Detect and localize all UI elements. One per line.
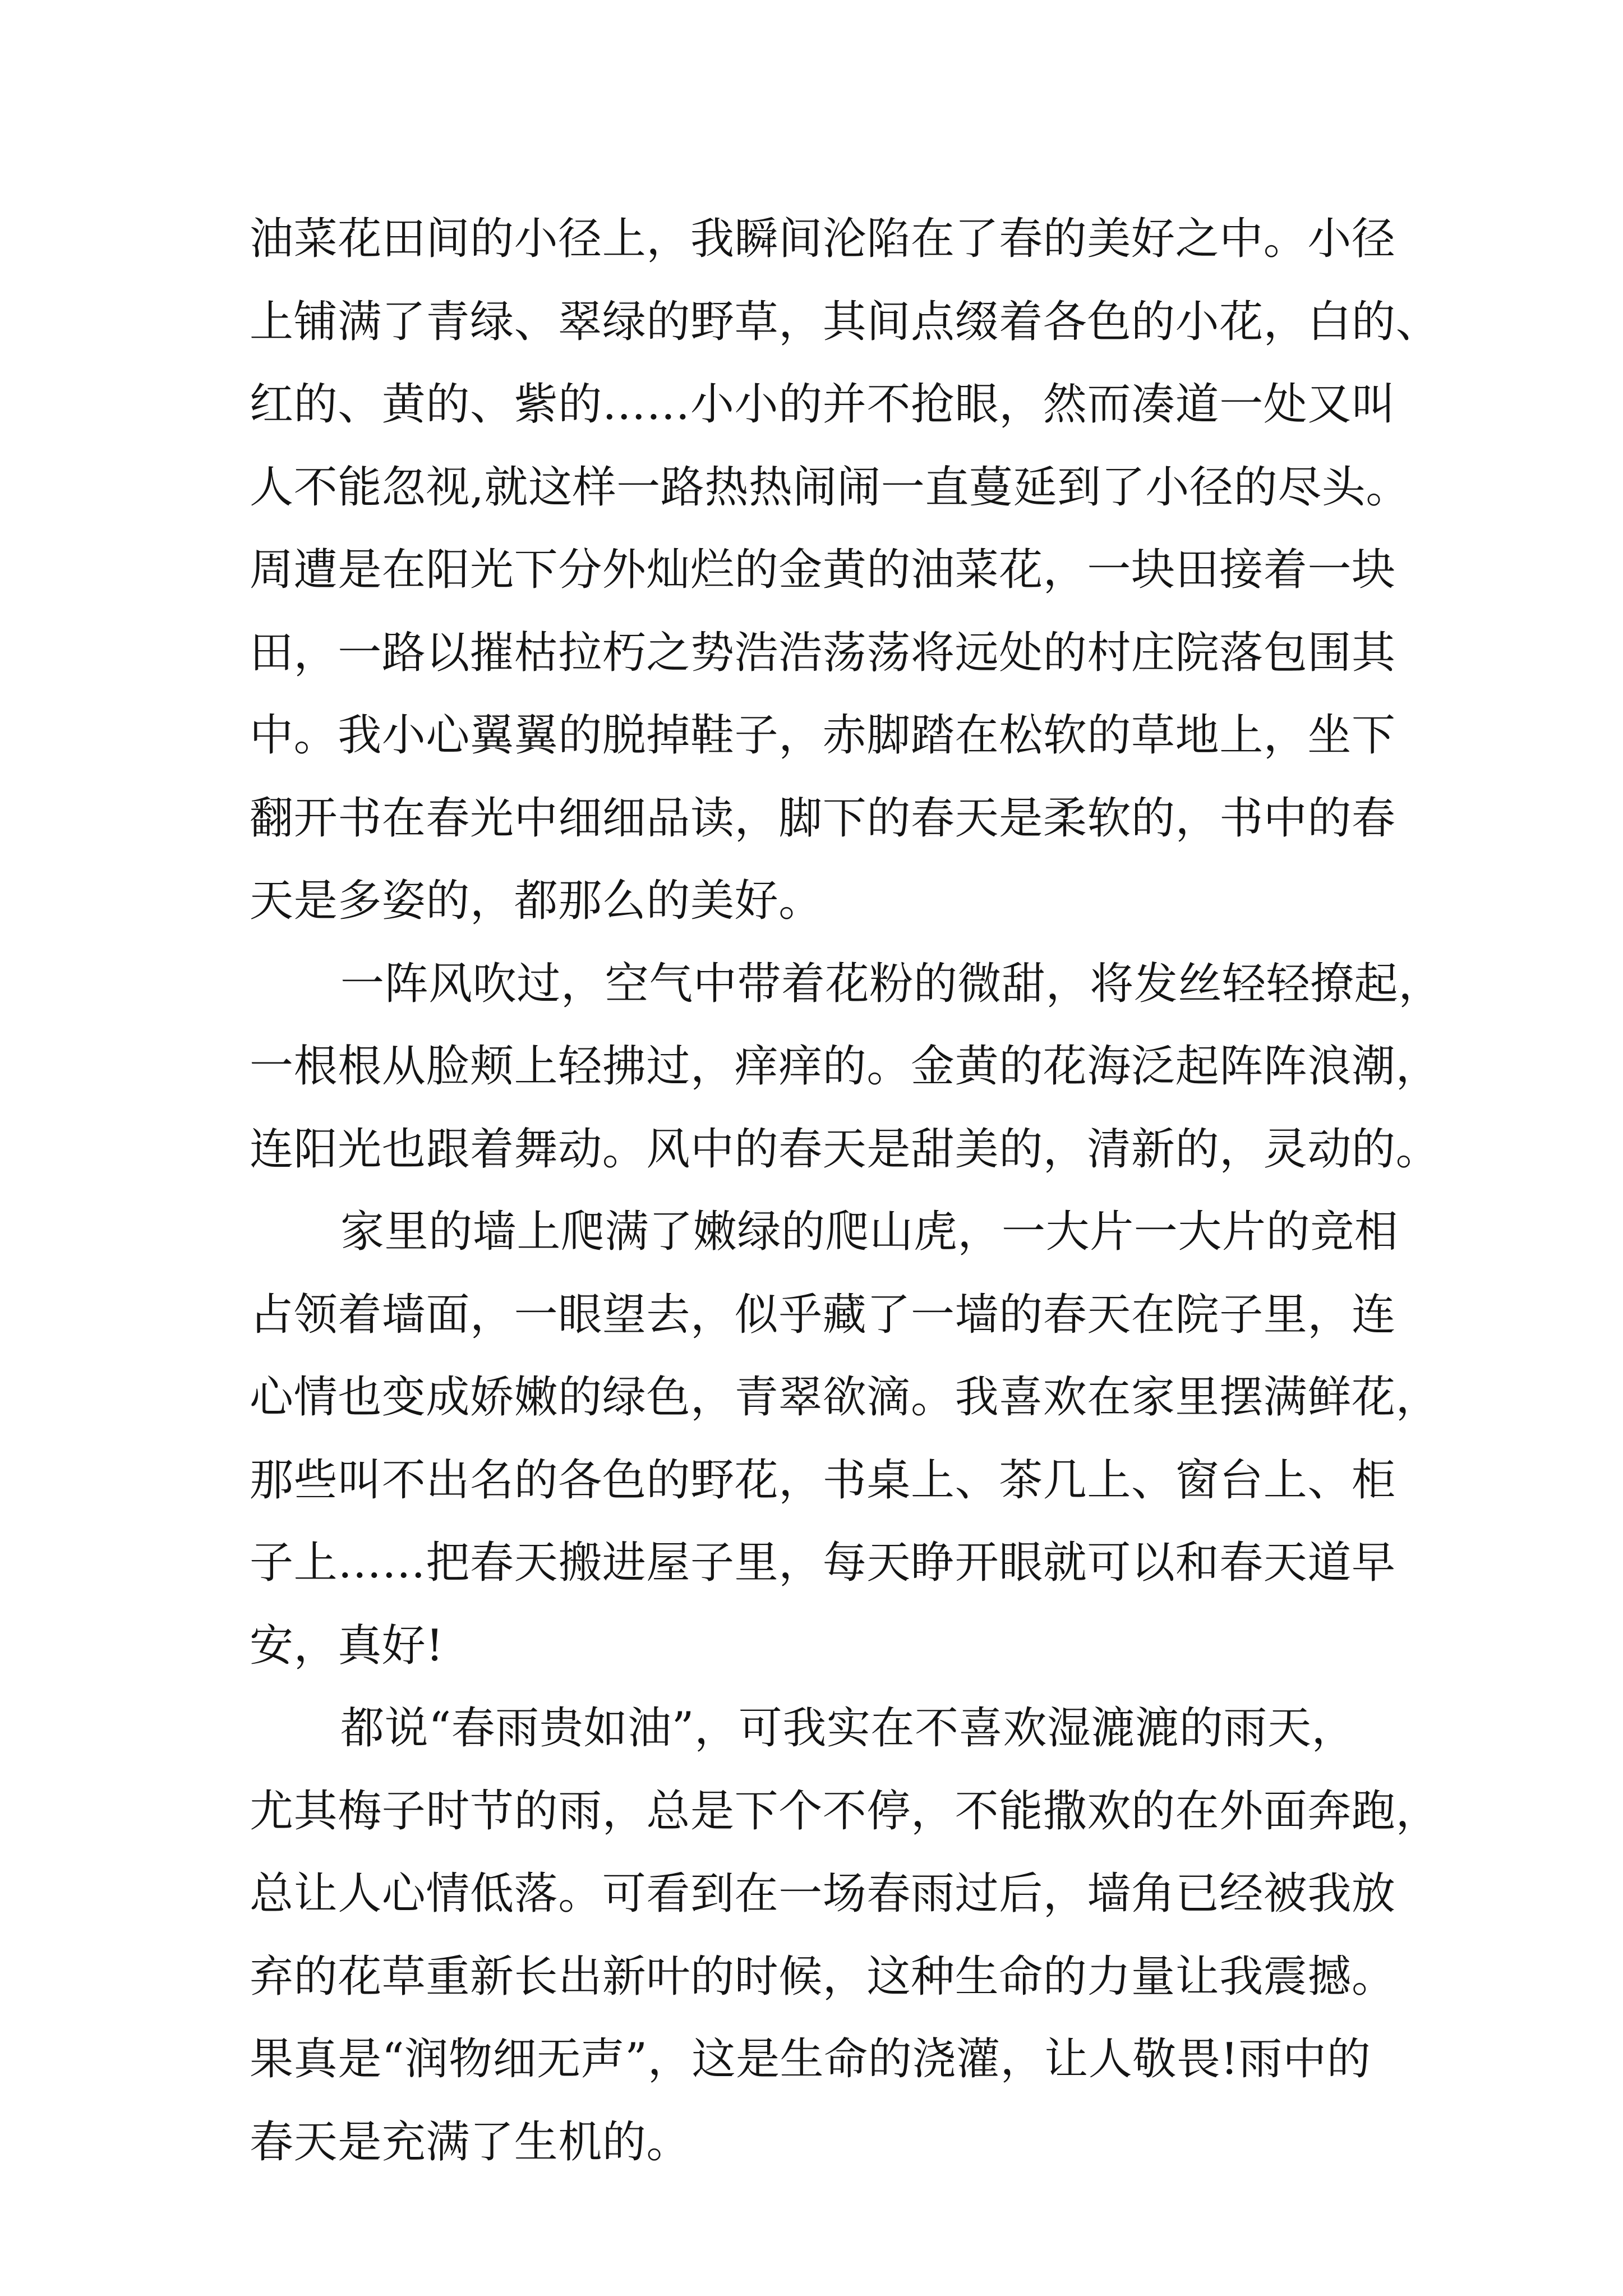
- text-line: 安，真好!: [250, 1620, 444, 1671]
- text-line: 尤其梅子时节的雨，总是下个不停，不能撒欢的在外面奔跑，: [250, 1786, 1440, 1837]
- text-line: 总让人心情低落。可看到在一场春雨过后，墙角已经被我放: [250, 1869, 1396, 1919]
- text-line: 子上……把春天搬进屋子里，每天睁开眼就可以和春天道早: [250, 1538, 1396, 1588]
- text-line: 油菜花田间的小径上，我瞬间沦陷在了春的美好之中。小径: [250, 214, 1396, 264]
- paragraph-4: [250, 1687, 1440, 2184]
- text-line: 一根根从脸颊上轻拂过，痒痒的。金黄的花海泛起阵阵浪潮，: [250, 1041, 1440, 1092]
- text-line: 中。我小心翼翼的脱掉鞋子，赤脚踏在松软的草地上，坐下: [250, 710, 1396, 761]
- text-line: 春天是充满了生机的。: [250, 2116, 691, 2168]
- text-line: 人不能忽视,就这样一路热热闹闹一直蔓延到了小径的尽头。: [250, 462, 1410, 513]
- text-line: 田，一路以摧枯拉朽之势浩浩荡荡将远处的村庄院落包围其: [250, 627, 1396, 678]
- text-line: 都说“春雨贵如油”，可我实在不喜欢湿漉漉的雨天，: [340, 1703, 1356, 1754]
- paragraph-1: [250, 198, 1440, 943]
- text-line: 周遭是在阳光下分外灿烂的金黄的油菜花，一块田接着一块: [250, 545, 1396, 595]
- text-line: 翻开书在春光中细细品读，脚下的春天是柔软的，书中的春: [250, 793, 1396, 844]
- text-line: 占领着墙面，一眼望去，似乎藏了一墙的春天在院子里，连: [250, 1289, 1396, 1340]
- text-line: 天是多姿的，都那么的美好。: [250, 876, 823, 926]
- text-line: 果真是“润物细无声”，这是生命的浇灌，让人敬畏!雨中的: [250, 2034, 1371, 2085]
- text-line: 弃的花草重新长出新叶的时候，这种生命的力量让我震撼。: [250, 1951, 1396, 2002]
- text-line: 一阵风吹过，空气中带着花粉的微甜，将发丝轻轻撩起，: [340, 958, 1443, 1009]
- body-text: [250, 198, 1443, 2184]
- paragraph-2: [250, 943, 1443, 1191]
- text-line: 红的、黄的、紫的……小小的并不抢眼，然而凑道一处又叫: [250, 379, 1396, 430]
- text-line: 心情也变成娇嫩的绿色，青翠欲滴。我喜欢在家里摆满鲜花，: [250, 1372, 1440, 1423]
- text-line: 家里的墙上爬满了嫩绿的爬山虎，一大片一大片的竞相: [340, 1207, 1399, 1257]
- text-line: 那些叫不出名的各色的野花，书桌上、茶几上、窗台上、柜: [250, 1455, 1396, 1506]
- paragraph-3: [250, 1191, 1440, 1687]
- text-line: 上铺满了青绿、翠绿的野草，其间点缀着各色的小花，白的、: [250, 296, 1440, 347]
- text-line: 连阳光也跟着舞动。风中的春天是甜美的，清新的，灵动的。: [250, 1124, 1440, 1175]
